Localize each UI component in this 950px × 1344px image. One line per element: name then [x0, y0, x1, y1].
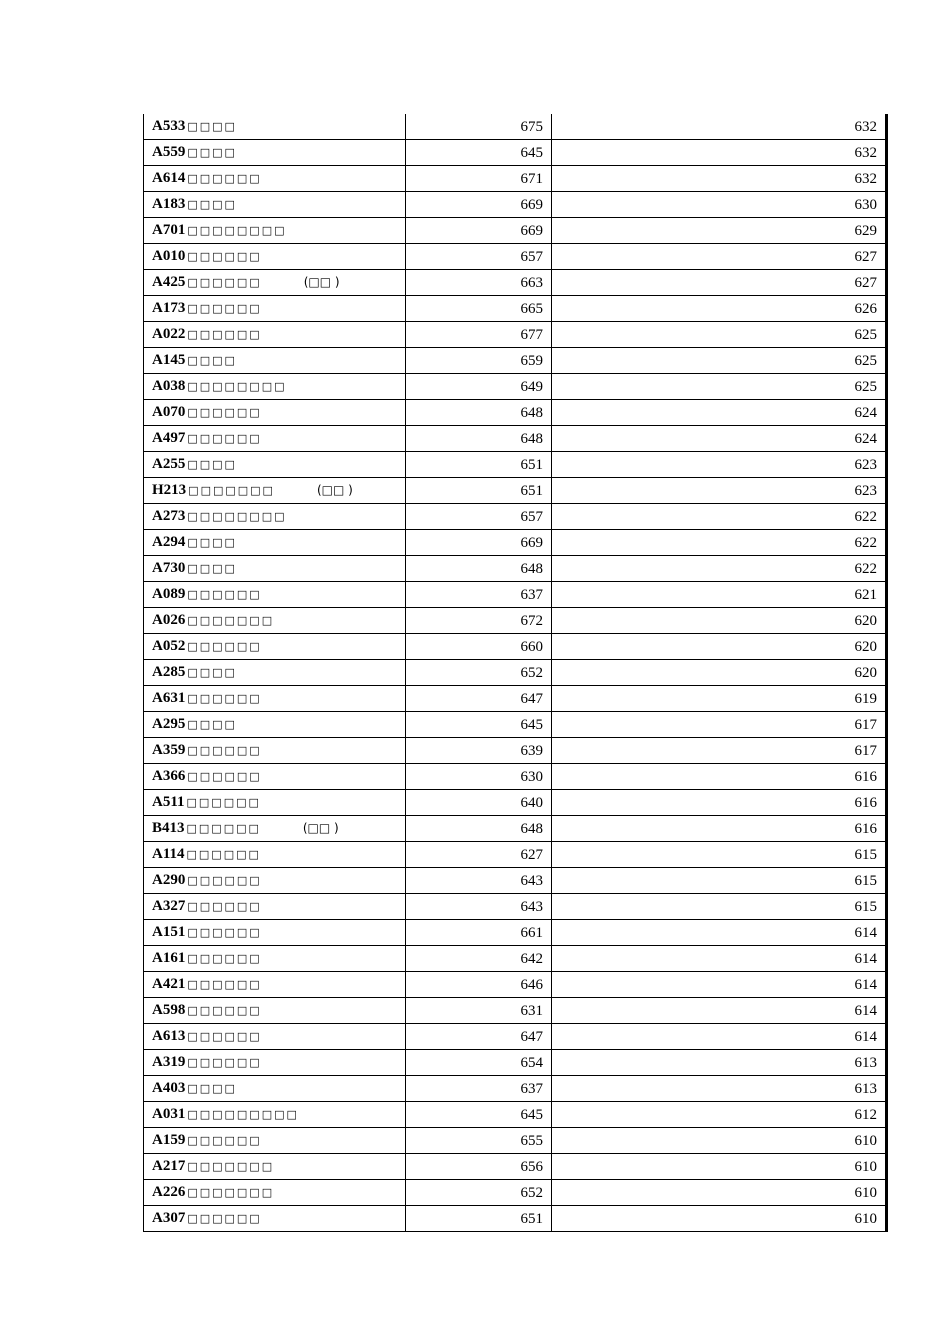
table-row	[144, 1206, 887, 1232]
max-score-cell: 672	[406, 608, 552, 634]
school-code: A031	[152, 1106, 186, 1122]
school-code: A307	[152, 1210, 186, 1226]
min-score-cell: 610	[552, 1154, 887, 1180]
school-cell	[144, 530, 406, 556]
school-cell	[144, 192, 406, 218]
school-code: A052	[152, 638, 186, 654]
table-row	[144, 322, 887, 348]
min-score-cell: 632	[552, 166, 887, 192]
max-score-cell: 648	[406, 426, 552, 452]
max-score-cell: 648	[406, 816, 552, 842]
school-code: A559	[152, 144, 186, 160]
max-score-cell: 645	[406, 140, 552, 166]
school-cell	[144, 868, 406, 894]
school-code: A159	[152, 1132, 186, 1148]
school-note: (□□ )	[302, 821, 339, 835]
table-row	[144, 478, 887, 504]
school-name: □□□□□□□□	[187, 224, 287, 237]
school-name: □□□□□□□□□	[187, 1108, 299, 1121]
max-score-cell: 651	[406, 478, 552, 504]
school-cell	[144, 400, 406, 426]
school-code: A294	[152, 534, 186, 550]
max-score-cell: 654	[406, 1050, 552, 1076]
min-score-cell: 622	[552, 530, 887, 556]
school-cell	[144, 686, 406, 712]
table-row	[144, 816, 887, 842]
min-score-cell: 626	[552, 296, 887, 322]
table-row	[144, 1102, 887, 1128]
table-row	[144, 738, 887, 764]
table-row	[144, 764, 887, 790]
school-code: A319	[152, 1054, 186, 1070]
school-code: A070	[152, 404, 186, 420]
score-table	[143, 114, 888, 1232]
table-row	[144, 140, 887, 166]
table-row	[144, 244, 887, 270]
school-note: (□□ )	[303, 275, 340, 289]
school-cell	[144, 166, 406, 192]
table-row	[144, 296, 887, 322]
school-code: A273	[152, 508, 186, 524]
table-row	[144, 842, 887, 868]
max-score-cell: 643	[406, 868, 552, 894]
table-row	[144, 686, 887, 712]
school-cell	[144, 1154, 406, 1180]
school-code: A145	[152, 352, 186, 368]
table-row	[144, 530, 887, 556]
school-name: □□□□□□	[187, 406, 262, 419]
school-name: □□□□□□□□	[187, 380, 287, 393]
table-row	[144, 504, 887, 530]
school-cell	[144, 322, 406, 348]
school-code: A290	[152, 872, 186, 888]
min-score-cell: 622	[552, 556, 887, 582]
school-name: □□□□□□	[187, 952, 262, 965]
max-score-cell: 671	[406, 166, 552, 192]
max-score-cell: 640	[406, 790, 552, 816]
table-row	[144, 1076, 887, 1102]
school-name: □□□□	[187, 666, 237, 679]
max-score-cell: 645	[406, 1102, 552, 1128]
school-code: A614	[152, 170, 186, 186]
table-row	[144, 556, 887, 582]
school-cell	[144, 894, 406, 920]
table-row	[144, 582, 887, 608]
max-score-cell: 669	[406, 192, 552, 218]
min-score-cell: 614	[552, 998, 887, 1024]
school-cell	[144, 374, 406, 400]
min-score-cell: 620	[552, 608, 887, 634]
min-score-cell: 614	[552, 946, 887, 972]
school-cell	[144, 1180, 406, 1206]
min-score-cell: 616	[552, 790, 887, 816]
school-code: A511	[152, 794, 185, 810]
min-score-cell: 625	[552, 374, 887, 400]
school-name: □□□□□□	[187, 874, 262, 887]
max-score-cell: 657	[406, 244, 552, 270]
school-code: A022	[152, 326, 186, 342]
school-cell	[144, 244, 406, 270]
school-cell	[144, 452, 406, 478]
table-row	[144, 1154, 887, 1180]
school-name: □□□□□□	[187, 926, 262, 939]
table-row	[144, 920, 887, 946]
school-cell	[144, 1076, 406, 1102]
school-name: □□□□	[187, 120, 237, 133]
school-name: □□□□□□	[187, 250, 262, 263]
max-score-cell: 647	[406, 686, 552, 712]
max-score-cell: 652	[406, 660, 552, 686]
max-score-cell: 659	[406, 348, 552, 374]
school-cell	[144, 790, 406, 816]
max-score-cell: 651	[406, 452, 552, 478]
max-score-cell: 675	[406, 114, 552, 140]
table-row	[144, 270, 887, 296]
min-score-cell: 627	[552, 244, 887, 270]
school-cell	[144, 1050, 406, 1076]
table-row	[144, 998, 887, 1024]
table-row	[144, 218, 887, 244]
school-cell	[144, 920, 406, 946]
school-code: H213	[152, 482, 187, 498]
table-row	[144, 1050, 887, 1076]
school-code: A327	[152, 898, 186, 914]
school-name: □□□□□□□□	[187, 510, 287, 523]
school-cell	[144, 478, 406, 504]
school-code: A173	[152, 300, 186, 316]
school-name: □□□□□□□	[187, 614, 275, 627]
school-cell	[144, 348, 406, 374]
school-name: □□□□□□	[187, 172, 262, 185]
min-score-cell: 617	[552, 738, 887, 764]
max-score-cell: 637	[406, 1076, 552, 1102]
school-code: A598	[152, 1002, 186, 1018]
max-score-cell: 627	[406, 842, 552, 868]
min-score-cell: 612	[552, 1102, 887, 1128]
max-score-cell: 656	[406, 1154, 552, 1180]
min-score-cell: 615	[552, 894, 887, 920]
school-name: □□□□□□	[187, 978, 262, 991]
school-cell	[144, 1024, 406, 1050]
school-name: □□□□□□	[187, 1056, 262, 1069]
school-code: A295	[152, 716, 186, 732]
min-score-cell: 610	[552, 1206, 887, 1232]
table-row	[144, 790, 887, 816]
min-score-cell: 627	[552, 270, 887, 296]
school-code: A613	[152, 1028, 186, 1044]
school-name: □□□□□□	[187, 1004, 262, 1017]
table-row	[144, 634, 887, 660]
table-row	[144, 972, 887, 998]
school-name: □□□□□□	[186, 848, 261, 861]
school-cell	[144, 270, 406, 296]
min-score-cell: 620	[552, 634, 887, 660]
school-code: A403	[152, 1080, 186, 1096]
max-score-cell: 663	[406, 270, 552, 296]
school-name: □□□□□□	[187, 588, 262, 601]
min-score-cell: 613	[552, 1076, 887, 1102]
school-name: □□□□	[187, 146, 237, 159]
school-code: A161	[152, 950, 186, 966]
max-score-cell: 648	[406, 400, 552, 426]
min-score-cell: 623	[552, 478, 887, 504]
school-cell	[144, 946, 406, 972]
school-name: □□□□□□	[187, 1134, 262, 1147]
max-score-cell: 643	[406, 894, 552, 920]
school-cell	[144, 998, 406, 1024]
min-score-cell: 615	[552, 868, 887, 894]
school-code: A151	[152, 924, 186, 940]
school-code: A730	[152, 560, 186, 576]
school-name: □□□□□□	[186, 796, 261, 809]
school-name: □□□□□□	[186, 822, 261, 835]
min-score-cell: 632	[552, 140, 887, 166]
school-name: □□□□□□	[187, 276, 262, 289]
max-score-cell: 665	[406, 296, 552, 322]
max-score-cell: 649	[406, 374, 552, 400]
min-score-cell: 616	[552, 816, 887, 842]
max-score-cell: 637	[406, 582, 552, 608]
school-name: □□□□	[187, 1082, 237, 1095]
school-name: □□□□	[187, 458, 237, 471]
table-row	[144, 400, 887, 426]
school-cell	[144, 1128, 406, 1154]
score-table-body	[144, 114, 887, 1232]
school-code: A359	[152, 742, 186, 758]
school-code: A226	[152, 1184, 186, 1200]
school-code: A366	[152, 768, 186, 784]
school-code: A114	[152, 846, 185, 862]
school-code: A026	[152, 612, 186, 628]
school-note: (□□ )	[316, 483, 353, 497]
school-code: A533	[152, 118, 186, 134]
school-code: A421	[152, 976, 186, 992]
school-cell	[144, 660, 406, 686]
school-cell	[144, 764, 406, 790]
min-score-cell: 621	[552, 582, 887, 608]
max-score-cell: 669	[406, 218, 552, 244]
min-score-cell: 630	[552, 192, 887, 218]
min-score-cell: 632	[552, 114, 887, 140]
school-name: □□□□□□	[187, 744, 262, 757]
school-name: □□□□□□	[187, 1212, 262, 1225]
min-score-cell: 620	[552, 660, 887, 686]
table-row	[144, 1128, 887, 1154]
max-score-cell: 660	[406, 634, 552, 660]
school-cell	[144, 712, 406, 738]
school-name: □□□□	[187, 562, 237, 575]
school-name: □□□□□□	[187, 432, 262, 445]
table-row	[144, 1180, 887, 1206]
school-code: A497	[152, 430, 186, 446]
table-row	[144, 192, 887, 218]
max-score-cell: 642	[406, 946, 552, 972]
school-cell	[144, 114, 406, 140]
min-score-cell: 615	[552, 842, 887, 868]
min-score-cell: 614	[552, 1024, 887, 1050]
school-cell	[144, 634, 406, 660]
school-cell	[144, 556, 406, 582]
school-name: □□□□□□	[187, 640, 262, 653]
school-cell	[144, 582, 406, 608]
school-name: □□□□□□□	[187, 1186, 275, 1199]
max-score-cell: 655	[406, 1128, 552, 1154]
school-name: □□□□□□	[187, 328, 262, 341]
school-code: A631	[152, 690, 186, 706]
min-score-cell: 623	[552, 452, 887, 478]
school-cell	[144, 738, 406, 764]
school-code: A038	[152, 378, 186, 394]
max-score-cell: 652	[406, 1180, 552, 1206]
min-score-cell: 619	[552, 686, 887, 712]
max-score-cell: 651	[406, 1206, 552, 1232]
max-score-cell: 661	[406, 920, 552, 946]
school-code: A217	[152, 1158, 186, 1174]
school-cell	[144, 218, 406, 244]
max-score-cell: 645	[406, 712, 552, 738]
school-name: □□□□	[187, 354, 237, 367]
school-name: □□□□	[187, 718, 237, 731]
min-score-cell: 610	[552, 1128, 887, 1154]
school-name: □□□□□□□	[187, 1160, 275, 1173]
school-name: □□□□□□	[187, 770, 262, 783]
min-score-cell: 613	[552, 1050, 887, 1076]
max-score-cell: 647	[406, 1024, 552, 1050]
school-cell	[144, 972, 406, 998]
school-cell	[144, 842, 406, 868]
school-code: B413	[152, 820, 185, 836]
school-code: A010	[152, 248, 186, 264]
min-score-cell: 610	[552, 1180, 887, 1206]
max-score-cell: 630	[406, 764, 552, 790]
min-score-cell: 624	[552, 400, 887, 426]
school-name: □□□□	[187, 198, 237, 211]
school-name: □□□□□□	[187, 1030, 262, 1043]
table-row	[144, 868, 887, 894]
max-score-cell: 657	[406, 504, 552, 530]
school-cell	[144, 816, 406, 842]
table-row	[144, 374, 887, 400]
table-row	[144, 712, 887, 738]
min-score-cell: 625	[552, 322, 887, 348]
school-cell	[144, 504, 406, 530]
school-code: A089	[152, 586, 186, 602]
school-code: A255	[152, 456, 186, 472]
max-score-cell: 646	[406, 972, 552, 998]
min-score-cell: 617	[552, 712, 887, 738]
min-score-cell: 622	[552, 504, 887, 530]
table-row	[144, 946, 887, 972]
min-score-cell: 624	[552, 426, 887, 452]
min-score-cell: 614	[552, 972, 887, 998]
school-name: □□□□	[187, 536, 237, 549]
school-cell	[144, 608, 406, 634]
table-row	[144, 426, 887, 452]
max-score-cell: 648	[406, 556, 552, 582]
school-code: A701	[152, 222, 186, 238]
school-cell	[144, 1206, 406, 1232]
max-score-cell: 631	[406, 998, 552, 1024]
school-name: □□□□□□	[187, 692, 262, 705]
school-name: □□□□□□	[187, 900, 262, 913]
table-row	[144, 348, 887, 374]
table-row	[144, 660, 887, 686]
school-code: A183	[152, 196, 186, 212]
school-cell	[144, 140, 406, 166]
max-score-cell: 639	[406, 738, 552, 764]
min-score-cell: 614	[552, 920, 887, 946]
school-code: A425	[152, 274, 186, 290]
school-cell	[144, 426, 406, 452]
school-name: □□□□□□	[187, 302, 262, 315]
table-row	[144, 1024, 887, 1050]
max-score-cell: 669	[406, 530, 552, 556]
max-score-cell: 677	[406, 322, 552, 348]
school-cell	[144, 1102, 406, 1128]
min-score-cell: 616	[552, 764, 887, 790]
school-code: A285	[152, 664, 186, 680]
table-row	[144, 166, 887, 192]
school-cell	[144, 296, 406, 322]
min-score-cell: 625	[552, 348, 887, 374]
table-row	[144, 452, 887, 478]
min-score-cell: 629	[552, 218, 887, 244]
school-name: □□□□□□□	[188, 484, 275, 497]
table-row	[144, 894, 887, 920]
table-row	[144, 114, 887, 140]
table-row	[144, 608, 887, 634]
